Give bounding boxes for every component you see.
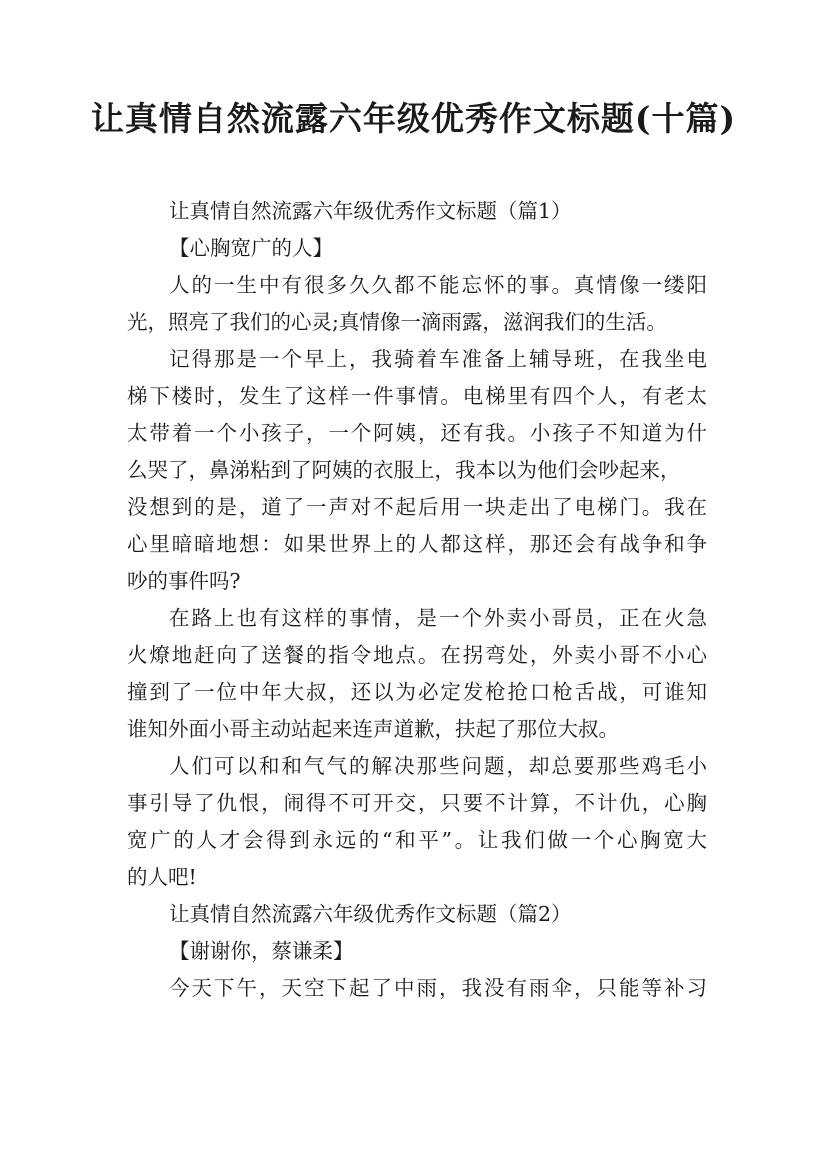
text-line: 么哭了，鼻涕粘到了阿姨的衣服上，我本以为他们会吵起来， xyxy=(127,458,681,482)
essay-title: 【谢谢你，蔡谦柔】 xyxy=(169,939,354,963)
text-line: 吵的事件吗? xyxy=(127,569,241,593)
text-line: 太带着一个小孩子，一个阿姨，还有我。小孩子不知道为什 xyxy=(127,421,707,445)
document-title: 让真情自然流露六年级优秀作文标题(十篇) xyxy=(90,99,737,138)
section-heading: 让真情自然流露六年级优秀作文标题（篇2） xyxy=(169,902,572,926)
text-line: 宽广的人才会得到永远的“和平”。让我们做一个心胸宽大 xyxy=(127,828,707,852)
text-line: 心里暗暗地想：如果世界上的人都这样，那还会有战争和争 xyxy=(127,532,707,556)
document-body xyxy=(127,193,707,1007)
text-line: 人的一生中有很多久久都不能忘怀的事。真情像一缕阳 xyxy=(169,273,707,297)
text-line: 记得那是一个早上，我骑着车准备上辅导班，在我坐电 xyxy=(169,347,707,371)
text-line: 的人吧! xyxy=(127,865,197,889)
text-line: 没想到的是，道了一声对不起后用一块走出了电梯门。我在 xyxy=(127,495,707,519)
text-line: 人们可以和和气气的解决那些问题，却总要那些鸡毛小 xyxy=(169,754,707,778)
paragraph xyxy=(127,970,707,1007)
text-line: 谁知外面小哥主动站起来连声道歉，扶起了那位大叔。 xyxy=(127,717,619,741)
text-line: 在路上也有这样的事情，是一个外卖小哥员，正在火急 xyxy=(169,606,707,630)
essay-title: 【心胸宽广的人】 xyxy=(169,236,333,260)
paragraph xyxy=(127,341,707,600)
text-line: 今天下午，天空下起了中雨，我没有雨伞，只能等补习 xyxy=(169,976,707,1000)
text-line: 撞到了一位中年大叔，还以为必定发枪抢口枪舌战，可谁知 xyxy=(127,680,707,704)
text-line: 事引导了仇恨，闹得不可开交，只要不计算，不计仇，心胸 xyxy=(127,791,707,815)
paragraph xyxy=(127,600,707,748)
text-line: 火燎地赶向了送餐的指令地点。在拐弯处，外卖小哥不小心 xyxy=(127,643,707,667)
section-heading: 让真情自然流露六年级优秀作文标题（篇1） xyxy=(169,199,572,223)
text-line: 光，照亮了我们的心灵;真情像一滴雨露，滋润我们的生活。 xyxy=(127,310,667,334)
paragraph xyxy=(127,267,707,341)
paragraph xyxy=(127,748,707,896)
text-line: 梯下楼时，发生了这样一件事情。电梯里有四个人，有老太 xyxy=(127,384,707,408)
